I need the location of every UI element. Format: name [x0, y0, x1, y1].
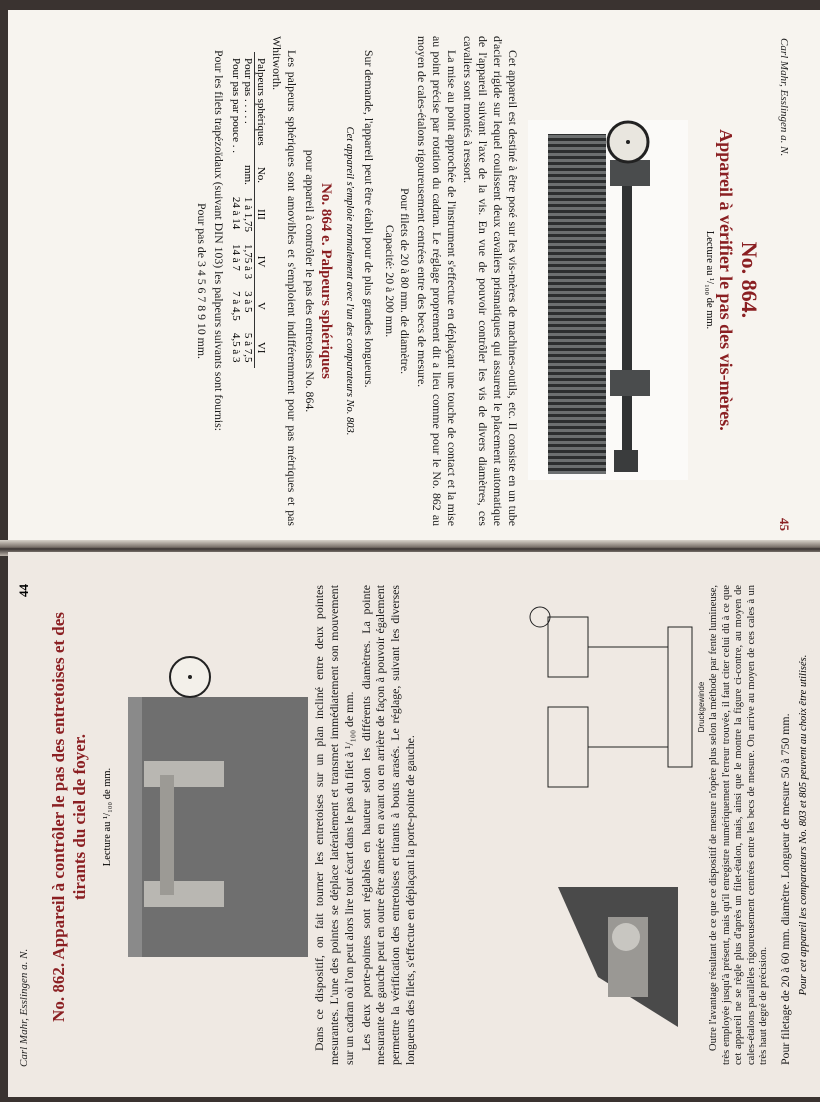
table-header-row [254, 52, 267, 368]
table-cell [230, 159, 242, 191]
table-cell: mm. [241, 165, 254, 185]
gauge-block-holder-image [538, 877, 688, 1037]
photo-862-blocks [538, 877, 688, 1037]
table-row [230, 52, 242, 368]
table-cell: 1 à 1,75 [241, 196, 254, 233]
table-cell: 14 à 7 [229, 244, 242, 271]
table-cell: 5 à 7,5 [241, 332, 254, 363]
trapezoidaux-text: Pour les filets trapézoïdaux (suivant DIN 103) les palpeurs suivants sont fournis: [211, 50, 226, 432]
paragraph-862-1: Dans ce dispositif, on fait tourner les entretoises sur un plan incliné entre deux pointes mesurantes. L'une des pointes se déplace latéralement et transmet immédiatement son mouvement sur un cadran où l'on peut alors lire tout écart dans le pas du filet à ¹/₁₀₀ de mm. [312, 585, 356, 1065]
capacite-864: Capacité: 20 à 200 mm. [383, 224, 398, 338]
filetage-862: Pour filetage de 20 à 60 mm. diamètre. Longueur de mesure 50 à 750 mm. [778, 713, 792, 1065]
diagram-862 [528, 587, 708, 807]
table-cell: 24 à 14 [229, 196, 242, 230]
photo-864 [528, 120, 688, 480]
photo-862 [120, 647, 310, 977]
running-head-45: Carl Mahr, Esslingen a. N. [778, 38, 790, 157]
table-cell: 4,5 à 3 [229, 332, 242, 363]
table-cell: 7 à 4,5 [229, 291, 242, 321]
section-864e-title: No. 864 e. Palpeurs sphériques [318, 183, 335, 379]
druckgewinde-label: Druckgewinde [697, 681, 706, 733]
filets-864: Pour filets de 20 à 80 mm. de diamètre. [397, 187, 412, 375]
table-row [242, 52, 255, 368]
section-864e-sub: pour appareil à contrôler le pas des entretoises No. 864. [303, 149, 318, 413]
demande-864: Sur demande, l'appareil peut être établi pour de plus grandes longueurs. [362, 50, 377, 388]
page-44 [8, 552, 820, 1097]
page-44-content [8, 552, 820, 1097]
lead-screw-gauge-image [528, 120, 688, 480]
lecture-864: Lecture au ¹/₁₀₀ de mm. [704, 230, 715, 330]
pas-list: Pour pas de 3 4 5 6 7 8 9 10 mm. [194, 203, 209, 359]
paragraph-864-2: La mise au point approchée de l'instrument s'effectue en déplaçant une touche de contact et la mise au point précise par rotation du cadran. Le réglage proprement dit a lieu comme pour le No. 862 au moyen de cales-étalons rigoureusement centrées entre des becs de mesure. [414, 36, 459, 526]
lecture-862: Lecture au ¹/₁₀₀ de mm. [102, 767, 113, 867]
stay-bolt-gauge-image [120, 647, 310, 977]
palpeurs-table [230, 52, 267, 368]
table-header-cell: III [254, 208, 267, 220]
note-862: Pour cet appareil les comparateurs No. 803 et 805 peuvent au choix être utilisés. [798, 654, 809, 996]
table-cell: 3 à 5 [241, 291, 254, 313]
paragraph-862-3: Outre l'avantage résultant de ce que ce dispositif de mesure n'opère plus selon la méthode par fente lumineuse, très employée jusqu'à présent, mais qu'il enregistre numériquement l'erreur trouvée, il faut citer celui dû à ce que cet appareil ne se règle plus d'après un filet-étalon, mais, ainsi que le montre la figure ci-contre, au moyen de cales-étalons parallèles rigoureusement centrées entre les becs de mesure. On arrive au moyen de ces cales à un très haut degré de précision. [708, 585, 770, 1065]
paragraph-862-2: Les deux porte-pointes sont réglables en hauteur selon les différents diamètres. La pointe mesurante de gauche peut en outre être amenée en avant ou en arrière de façon à pouvoir également permettre la vérification des entretoises et tirants à bouts arasés. Le réglage, suivant les diverses longueurs des filets, s'effectue en déplaçant la porte-pointe de gauche. [358, 585, 418, 1065]
table-cell: Pour pas par pouce . . [229, 58, 242, 154]
subtitle-864: Appareil à vérifier le pas des vis-mères. [716, 129, 736, 431]
page-number-45: 45 [777, 518, 792, 531]
table-header-cell: No. [254, 166, 267, 184]
page-45-content [8, 10, 820, 545]
table-header-cell: IV [254, 255, 267, 268]
title-864: No. 864. [737, 241, 762, 319]
palpeurs-text: Les palpeurs sphériques sont amovibles et s'emploient indifféremment pour pas métriques et pas Whitworth. [269, 36, 299, 526]
note-864: Cet appareil s'emploie normalement avec l'un des comparateurs No. 803. [344, 126, 356, 436]
measuring-diagram [528, 587, 708, 807]
table-header-cell: V [254, 302, 267, 310]
paragraph-864-1: Cet appareil est destiné à être posé sur les vis-mères de machines-outils, etc. Il consiste en un tube d'acier rigide sur lequel coulissent deux cavaliers prismatiques qui assurent le placement automatique de l'appareil suivant l'axe de la vis. En vue de pouvoir contrôler les vis de divers diamètres, ces cavaliers sont montés à ressort. [461, 36, 520, 526]
page-number-44: 44 [16, 584, 31, 597]
table-cell: 1,75 à 3 [241, 244, 254, 280]
title-862: No. 862. Appareil à contrôler le pas des entretoises et des tirants du ciel de foyer. [49, 612, 90, 1022]
table-cell: Pour pas . . . . . [241, 58, 254, 124]
page-45 [8, 10, 820, 545]
running-head-44: Carl Mahr, Esslingen a. N. [18, 948, 30, 1067]
table-header-cell: Palpeurs sphériques [254, 58, 267, 146]
table-header-cell: VI [254, 341, 267, 354]
